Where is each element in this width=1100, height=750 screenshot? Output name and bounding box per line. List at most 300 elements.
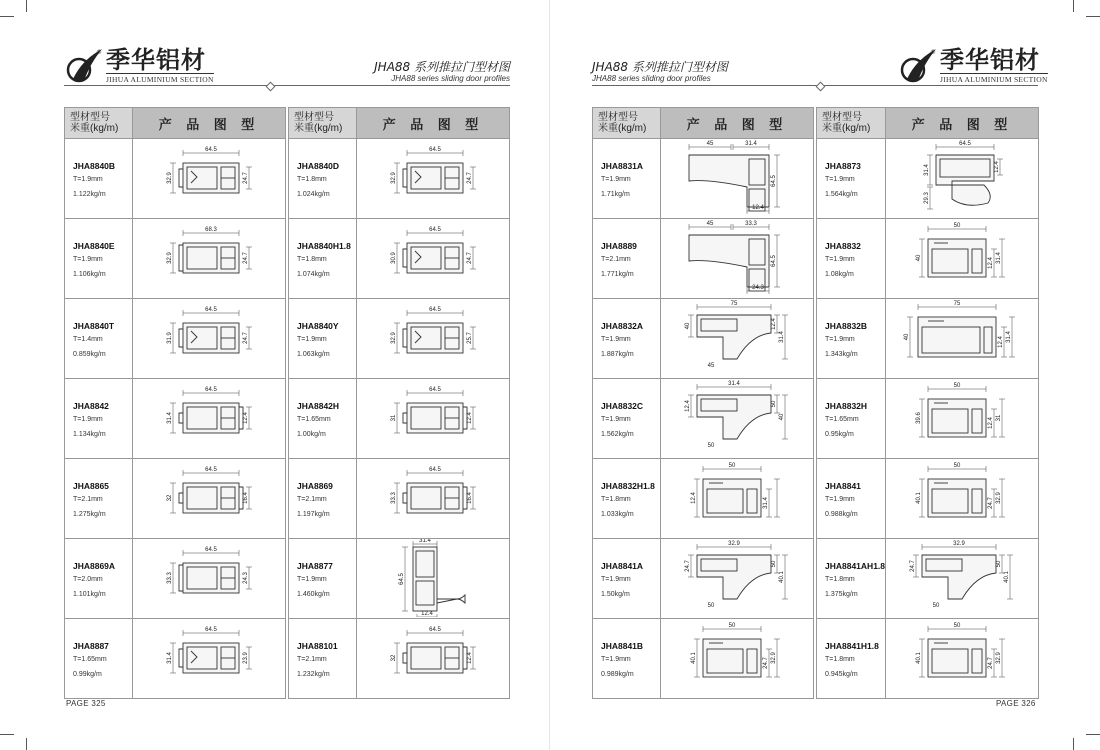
header-weight-label: 米重(kg/m) <box>822 123 871 134</box>
profile-drawing-cell <box>661 299 814 379</box>
table-row <box>593 619 814 699</box>
dimension-label: 50 <box>707 603 715 609</box>
dimension-label: 12.4 <box>988 257 995 269</box>
profile-outline <box>413 547 437 611</box>
profile-code: JHA8832B <box>825 321 868 331</box>
dimension-label: 16.4 <box>243 492 249 504</box>
crop-mark <box>1073 0 1074 12</box>
dimension-label: 12.4 <box>988 417 995 429</box>
profile-outline <box>922 555 996 599</box>
profile-flange <box>179 329 183 347</box>
dimension-label: 25.7 <box>467 332 473 344</box>
table-row <box>817 139 1039 219</box>
header-model-label: 型材型号 <box>70 112 110 123</box>
profile-weight: 1.106kg/m <box>73 271 106 278</box>
dimension-label: 45 <box>706 221 714 227</box>
profile-spec-cell <box>817 139 886 219</box>
profile-flange <box>403 493 407 503</box>
profile-code: JHA8840E <box>73 241 115 251</box>
profile-flange <box>403 329 407 347</box>
table-row <box>65 379 286 459</box>
profile-weight: 1.343kg/m <box>825 351 858 358</box>
dimension-label: 50 <box>953 223 961 229</box>
dimension-label: 33.3 <box>745 221 757 227</box>
profile-weight: 1.074kg/m <box>297 271 330 278</box>
column-header-drawing: 产 品 图 型 <box>357 108 510 139</box>
profile-spec-cell <box>817 379 886 459</box>
dimension-label: 40 <box>904 333 911 341</box>
dimension-label: 64.5 <box>771 175 777 187</box>
table-row <box>289 539 510 619</box>
table-row <box>593 459 814 539</box>
profile-outline <box>928 239 986 277</box>
table-row <box>65 139 286 219</box>
table-row <box>593 219 814 299</box>
profile-drawing <box>133 459 285 537</box>
brand-mark-icon <box>64 45 104 85</box>
profile-drawing <box>357 619 509 697</box>
profile-drawing <box>133 539 285 617</box>
dimension-label: 50 <box>953 463 961 469</box>
header-weight-label: 米重(kg/m) <box>598 123 647 134</box>
profile-code: JHA8831A <box>601 161 644 171</box>
profile-thickness: T=1.9mm <box>825 176 855 183</box>
header-weight-label: 米重(kg/m) <box>294 123 343 134</box>
dimension-label: 33.3 <box>391 492 397 504</box>
table-row <box>65 459 286 539</box>
profile-weight: 1.197kg/m <box>297 511 330 518</box>
dimension-label: 24.7 <box>988 497 995 509</box>
profile-code: JHA8840B <box>73 161 116 171</box>
profile-weight: 1.232kg/m <box>297 671 330 678</box>
table-header-row <box>593 108 814 139</box>
profile-drawing <box>133 219 285 297</box>
dimension-label: 32 <box>167 494 173 502</box>
profile-flange <box>179 565 183 591</box>
profile-drawing-cell <box>357 219 510 299</box>
profile-spec-cell <box>593 299 661 379</box>
profile-weight: 1.08kg/m <box>825 271 854 278</box>
dimension-label: 32.9 <box>167 172 173 184</box>
brand-name-en: JIHUA ALUMINIUM SECTION <box>106 74 214 84</box>
dimension-label: 12.4 <box>421 611 433 617</box>
page-number-left: PAGE 325 <box>66 699 106 708</box>
profile-outline <box>697 555 771 599</box>
profile-drawing-cell <box>886 619 1039 699</box>
dimension-label: 12.4 <box>467 652 473 664</box>
dimension-label: 16.4 <box>467 492 473 504</box>
svg-text:®: ® <box>96 49 102 56</box>
crop-mark <box>0 16 14 17</box>
profile-flange <box>179 245 183 271</box>
crop-mark <box>1073 738 1074 750</box>
dimension-label: 40 <box>685 322 691 330</box>
profile-thickness: T=1.9mm <box>297 336 327 343</box>
profile-code: JHA8842 <box>73 401 109 411</box>
header-rule-right <box>592 85 1038 86</box>
series-title-en: JHA88 series sliding door profiles <box>592 74 711 83</box>
dimension-label: 31.4 <box>745 141 757 147</box>
table-row <box>817 539 1039 619</box>
profile-outline <box>697 315 771 359</box>
profile-drawing-cell <box>886 379 1039 459</box>
profile-weight: 1.275kg/m <box>73 511 106 518</box>
table-header-row <box>65 108 286 139</box>
dimension-label: 32.9 <box>771 652 777 664</box>
table-row <box>817 459 1039 539</box>
profile-drawing-cell <box>661 379 814 459</box>
dimension-label: 40.1 <box>691 652 697 664</box>
dimension-label: 50 <box>728 623 736 629</box>
table-row <box>289 459 510 539</box>
spread-fold <box>549 0 550 750</box>
profile-thickness: T=1.9mm <box>601 416 631 423</box>
profile-spec-cell <box>817 539 886 619</box>
profile-code: JHA8832 <box>825 241 861 251</box>
brand-logo-right <box>898 45 1048 85</box>
profile-weight: 1.887kg/m <box>601 351 634 358</box>
profile-drawing-cell <box>133 219 286 299</box>
profile-thickness: T=1.9mm <box>601 656 631 663</box>
profile-code: JHA8865 <box>73 481 109 491</box>
column-header-model <box>817 108 886 139</box>
dimension-label: 31.4 <box>763 497 769 509</box>
profile-thickness: T=2.1mm <box>297 496 327 503</box>
profile-spec-cell <box>289 299 357 379</box>
profile-drawing <box>661 379 813 457</box>
profile-drawing-cell <box>661 459 814 539</box>
profile-weight: 1.063kg/m <box>297 351 330 358</box>
profile-outline <box>928 639 986 677</box>
profile-spec-cell <box>289 379 357 459</box>
dimension-label: 12.4 <box>771 318 777 330</box>
profile-flange <box>403 249 407 267</box>
dimension-label: 24.7 <box>467 172 473 184</box>
profile-weight: 0.989kg/m <box>601 671 634 678</box>
crop-mark <box>26 738 27 750</box>
profile-drawing <box>661 619 813 697</box>
profile-thickness: T=1.9mm <box>601 336 631 343</box>
profile-flange <box>179 493 183 503</box>
profile-outline <box>689 235 769 287</box>
profile-code: JHA8841 <box>825 481 861 491</box>
profile-table <box>64 107 286 699</box>
profile-outline <box>928 399 986 437</box>
table-header-row <box>289 108 510 139</box>
crop-mark <box>1086 16 1100 17</box>
table-row <box>289 299 510 379</box>
dimension-label: 24.7 <box>910 560 917 572</box>
profile-spec-cell <box>289 139 357 219</box>
profile-code: JHA8840H1.8 <box>297 241 351 251</box>
profile-code: JHA8841B <box>601 641 644 651</box>
dimension-label: 64.5 <box>429 227 441 233</box>
dimension-label: 45 <box>706 141 714 147</box>
dimension-label: 31.4 <box>728 381 740 387</box>
profile-code: JHA8869 <box>297 481 333 491</box>
profile-drawing <box>357 379 509 457</box>
profile-drawing-cell <box>886 219 1039 299</box>
dimension-label: 31.9 <box>167 332 173 344</box>
profile-thickness: T=2.1mm <box>73 496 103 503</box>
series-title-en: JHA88 series sliding door profiles <box>391 74 510 83</box>
crop-mark <box>0 734 14 735</box>
dimension-label: 30.9 <box>391 252 397 264</box>
table-row <box>817 219 1039 299</box>
table-row <box>289 219 510 299</box>
profile-weight: 0.859kg/m <box>73 351 106 358</box>
profile-outline <box>936 155 994 205</box>
profile-spec-cell <box>65 139 133 219</box>
profile-flange <box>403 169 407 187</box>
table-row <box>593 379 814 459</box>
profile-drawing-cell <box>133 299 286 379</box>
table-row <box>817 619 1039 699</box>
profile-thickness: T=1.4mm <box>73 336 103 343</box>
profile-weight: 1.771kg/m <box>601 271 634 278</box>
profile-code: JHA8840D <box>297 161 340 171</box>
dimension-label: 64.5 <box>205 387 217 393</box>
dimension-label: 40.1 <box>916 492 923 504</box>
dimension-label: 40.1 <box>1004 571 1011 583</box>
dimension-label: 50 <box>707 443 715 449</box>
profile-drawing <box>357 299 509 377</box>
column-header-model <box>593 108 661 139</box>
profile-code: JHA8832H1.8 <box>601 481 655 491</box>
profile-drawing-cell <box>357 539 510 619</box>
profile-spec-cell <box>65 299 133 379</box>
profile-drawing <box>661 539 813 617</box>
profile-spec-cell <box>289 619 357 699</box>
profile-thickness: T=1.9mm <box>73 416 103 423</box>
profile-drawing <box>661 459 813 537</box>
profile-code: JHA8869A <box>73 561 116 571</box>
profile-weight: 0.99kg/m <box>73 671 102 678</box>
profile-thickness: T=2.0mm <box>73 576 103 583</box>
profile-weight: 1.101kg/m <box>73 591 106 598</box>
profile-weight: 1.033kg/m <box>601 511 634 518</box>
dimension-label: 24.7 <box>467 252 473 264</box>
profile-outline <box>703 639 761 677</box>
profile-table <box>592 107 814 699</box>
profile-drawing-cell <box>133 539 286 619</box>
profile-code: JHA8841H1.8 <box>825 641 879 651</box>
brand-logo-left <box>64 45 214 85</box>
profile-drawing-cell <box>133 619 286 699</box>
column-header-model <box>65 108 133 139</box>
table-row <box>817 299 1039 379</box>
profile-drawing-cell <box>886 539 1039 619</box>
profile-spec-cell <box>65 619 133 699</box>
dimension-label: 50 <box>771 400 777 408</box>
profile-spec-cell <box>289 459 357 539</box>
profile-drawing-cell <box>661 539 814 619</box>
dimension-label: 40.1 <box>779 571 785 583</box>
profile-flange <box>403 413 407 423</box>
profile-table <box>288 107 510 699</box>
profile-table <box>816 107 1039 699</box>
dimension-label: 64.5 <box>205 307 217 313</box>
profile-drawing <box>133 139 285 217</box>
profile-thickness: T=1.9mm <box>825 256 855 263</box>
profile-drawing <box>886 539 1038 617</box>
profile-code: JHA88101 <box>297 641 338 651</box>
brand-mark-icon <box>898 45 938 85</box>
dimension-label: 24.7 <box>763 657 769 669</box>
profile-drawing <box>661 299 813 377</box>
dimension-label: 64.5 <box>205 467 217 473</box>
profile-thickness: T=1.9mm <box>297 576 327 583</box>
dimension-label: 64.5 <box>429 387 441 393</box>
dimension-label: 50 <box>728 463 736 469</box>
profile-code: JHA8840T <box>73 321 115 331</box>
profile-weight: 0.95kg/m <box>825 431 854 438</box>
column-header-drawing: 产 品 图 型 <box>886 108 1039 139</box>
dimension-label: 29.3 <box>924 192 931 204</box>
profile-code: JHA8841A <box>601 561 644 571</box>
profile-drawing <box>661 219 813 297</box>
table-row <box>289 379 510 459</box>
profile-drawing-cell <box>133 139 286 219</box>
profile-thickness: T=1.9mm <box>73 176 103 183</box>
profile-spec-cell <box>65 459 133 539</box>
profile-drawing-cell <box>357 379 510 459</box>
dimension-label: 50 <box>996 560 1003 568</box>
profile-spec-cell <box>593 539 661 619</box>
dimension-label: 12.4 <box>994 161 1001 173</box>
profile-drawing <box>133 619 285 697</box>
dimension-label: 32.9 <box>391 172 397 184</box>
profile-weight: 1.564kg/m <box>825 191 858 198</box>
table-row <box>593 539 814 619</box>
profile-code: JHA8842H <box>297 401 340 411</box>
profile-spec-cell <box>289 539 357 619</box>
dimension-label: 50 <box>953 383 961 389</box>
table-header-row <box>817 108 1039 139</box>
dimension-label: 24.3 <box>752 285 764 291</box>
series-title-cn: JHA88 系列推拉门型材图 <box>592 60 728 74</box>
profile-drawing-cell <box>357 139 510 219</box>
dimension-label: 32.9 <box>996 652 1003 664</box>
brand-name-cn: 季华铝材 <box>106 45 206 74</box>
profile-handle <box>437 595 465 603</box>
profile-code: JHA8887 <box>73 641 109 651</box>
column-header-drawing: 产 品 图 型 <box>661 108 814 139</box>
dimension-label: 64.5 <box>429 627 441 633</box>
header-weight-label: 米重(kg/m) <box>70 123 119 134</box>
profile-thickness: T=1.8mm <box>601 496 631 503</box>
profile-drawing-cell <box>661 619 814 699</box>
series-title-right <box>592 58 782 83</box>
dimension-label: 64.5 <box>205 627 217 633</box>
header-rule-left <box>64 85 510 86</box>
dimension-label: 50 <box>932 603 940 609</box>
crop-mark <box>26 0 27 12</box>
profile-flange <box>179 649 183 667</box>
profile-thickness: T=1.8mm <box>297 176 327 183</box>
profile-drawing-cell <box>357 619 510 699</box>
dimension-label: 64.5 <box>205 147 217 153</box>
profile-spec-cell <box>65 219 133 299</box>
dimension-label: 31.4 <box>167 412 173 424</box>
profile-drawing <box>886 459 1038 537</box>
profile-code: JHA8889 <box>601 241 637 251</box>
profile-weight: 1.00kg/m <box>297 431 326 438</box>
profile-drawing <box>133 299 285 377</box>
series-title-left <box>320 58 510 83</box>
profile-code: JHA8832A <box>601 321 644 331</box>
profile-code: JHA8832H <box>825 401 868 411</box>
table-row <box>65 299 286 379</box>
profile-thickness: T=1.8mm <box>825 576 855 583</box>
profile-flange <box>403 653 407 663</box>
profile-thickness: T=1.9mm <box>73 256 103 263</box>
table-row <box>593 139 814 219</box>
profile-spec-cell <box>65 539 133 619</box>
profile-thickness: T=1.9mm <box>825 336 855 343</box>
profile-drawing <box>357 219 509 297</box>
dimension-label: 50 <box>771 560 777 568</box>
dimension-label: 64.5 <box>429 467 441 473</box>
brand-name-cn: 季华铝材 <box>940 45 1040 74</box>
profile-thickness: T=2.1mm <box>297 656 327 663</box>
dimension-label: 31.4 <box>779 331 785 343</box>
profile-weight: 1.50kg/m <box>601 591 630 598</box>
profile-drawing <box>357 539 509 617</box>
profile-thickness: T=1.65mm <box>297 416 331 423</box>
dimension-label: 12.4 <box>467 412 473 424</box>
table-row <box>593 299 814 379</box>
profile-thickness: T=1.65mm <box>73 656 107 663</box>
dimension-label: 12.4 <box>243 412 249 424</box>
profile-drawing <box>886 299 1038 377</box>
profile-weight: 1.562kg/m <box>601 431 634 438</box>
column-header-model <box>289 108 357 139</box>
table-row <box>289 139 510 219</box>
dimension-label: 31 <box>391 414 397 422</box>
dimension-label: 45 <box>707 363 715 369</box>
dimension-label: 12.4 <box>691 492 697 504</box>
dimension-label: 33.3 <box>167 572 173 584</box>
dimension-label: 12.4 <box>998 336 1005 348</box>
dimension-label: 68.3 <box>205 227 217 233</box>
dimension-label: 24.7 <box>243 172 249 184</box>
column-header-drawing: 产 品 图 型 <box>133 108 286 139</box>
profile-code: JHA8840Y <box>297 321 339 331</box>
dimension-label: 32.9 <box>728 541 740 547</box>
profile-thickness: T=1.8mm <box>297 256 327 263</box>
dimension-label: 64.5 <box>205 547 217 553</box>
profile-spec-cell <box>65 379 133 459</box>
profile-weight: 1.134kg/m <box>73 431 106 438</box>
profile-thickness: T=1.9mm <box>601 576 631 583</box>
dimension-label: 64.5 <box>429 147 441 153</box>
table-row <box>289 619 510 699</box>
profile-drawing <box>357 139 509 217</box>
profile-spec-cell <box>817 299 886 379</box>
profile-drawing-cell <box>661 219 814 299</box>
profile-spec-cell <box>593 459 661 539</box>
profile-spec-cell <box>593 139 661 219</box>
dimension-label: 32.9 <box>391 332 397 344</box>
table-row <box>817 379 1039 459</box>
profile-thickness: T=1.8mm <box>825 656 855 663</box>
profile-drawing <box>133 379 285 457</box>
profile-spec-cell <box>817 619 886 699</box>
dimension-label: 64.5 <box>429 307 441 313</box>
dimension-label: 64.5 <box>399 573 405 585</box>
profile-code: JHA8841AH1.8 <box>825 561 886 571</box>
